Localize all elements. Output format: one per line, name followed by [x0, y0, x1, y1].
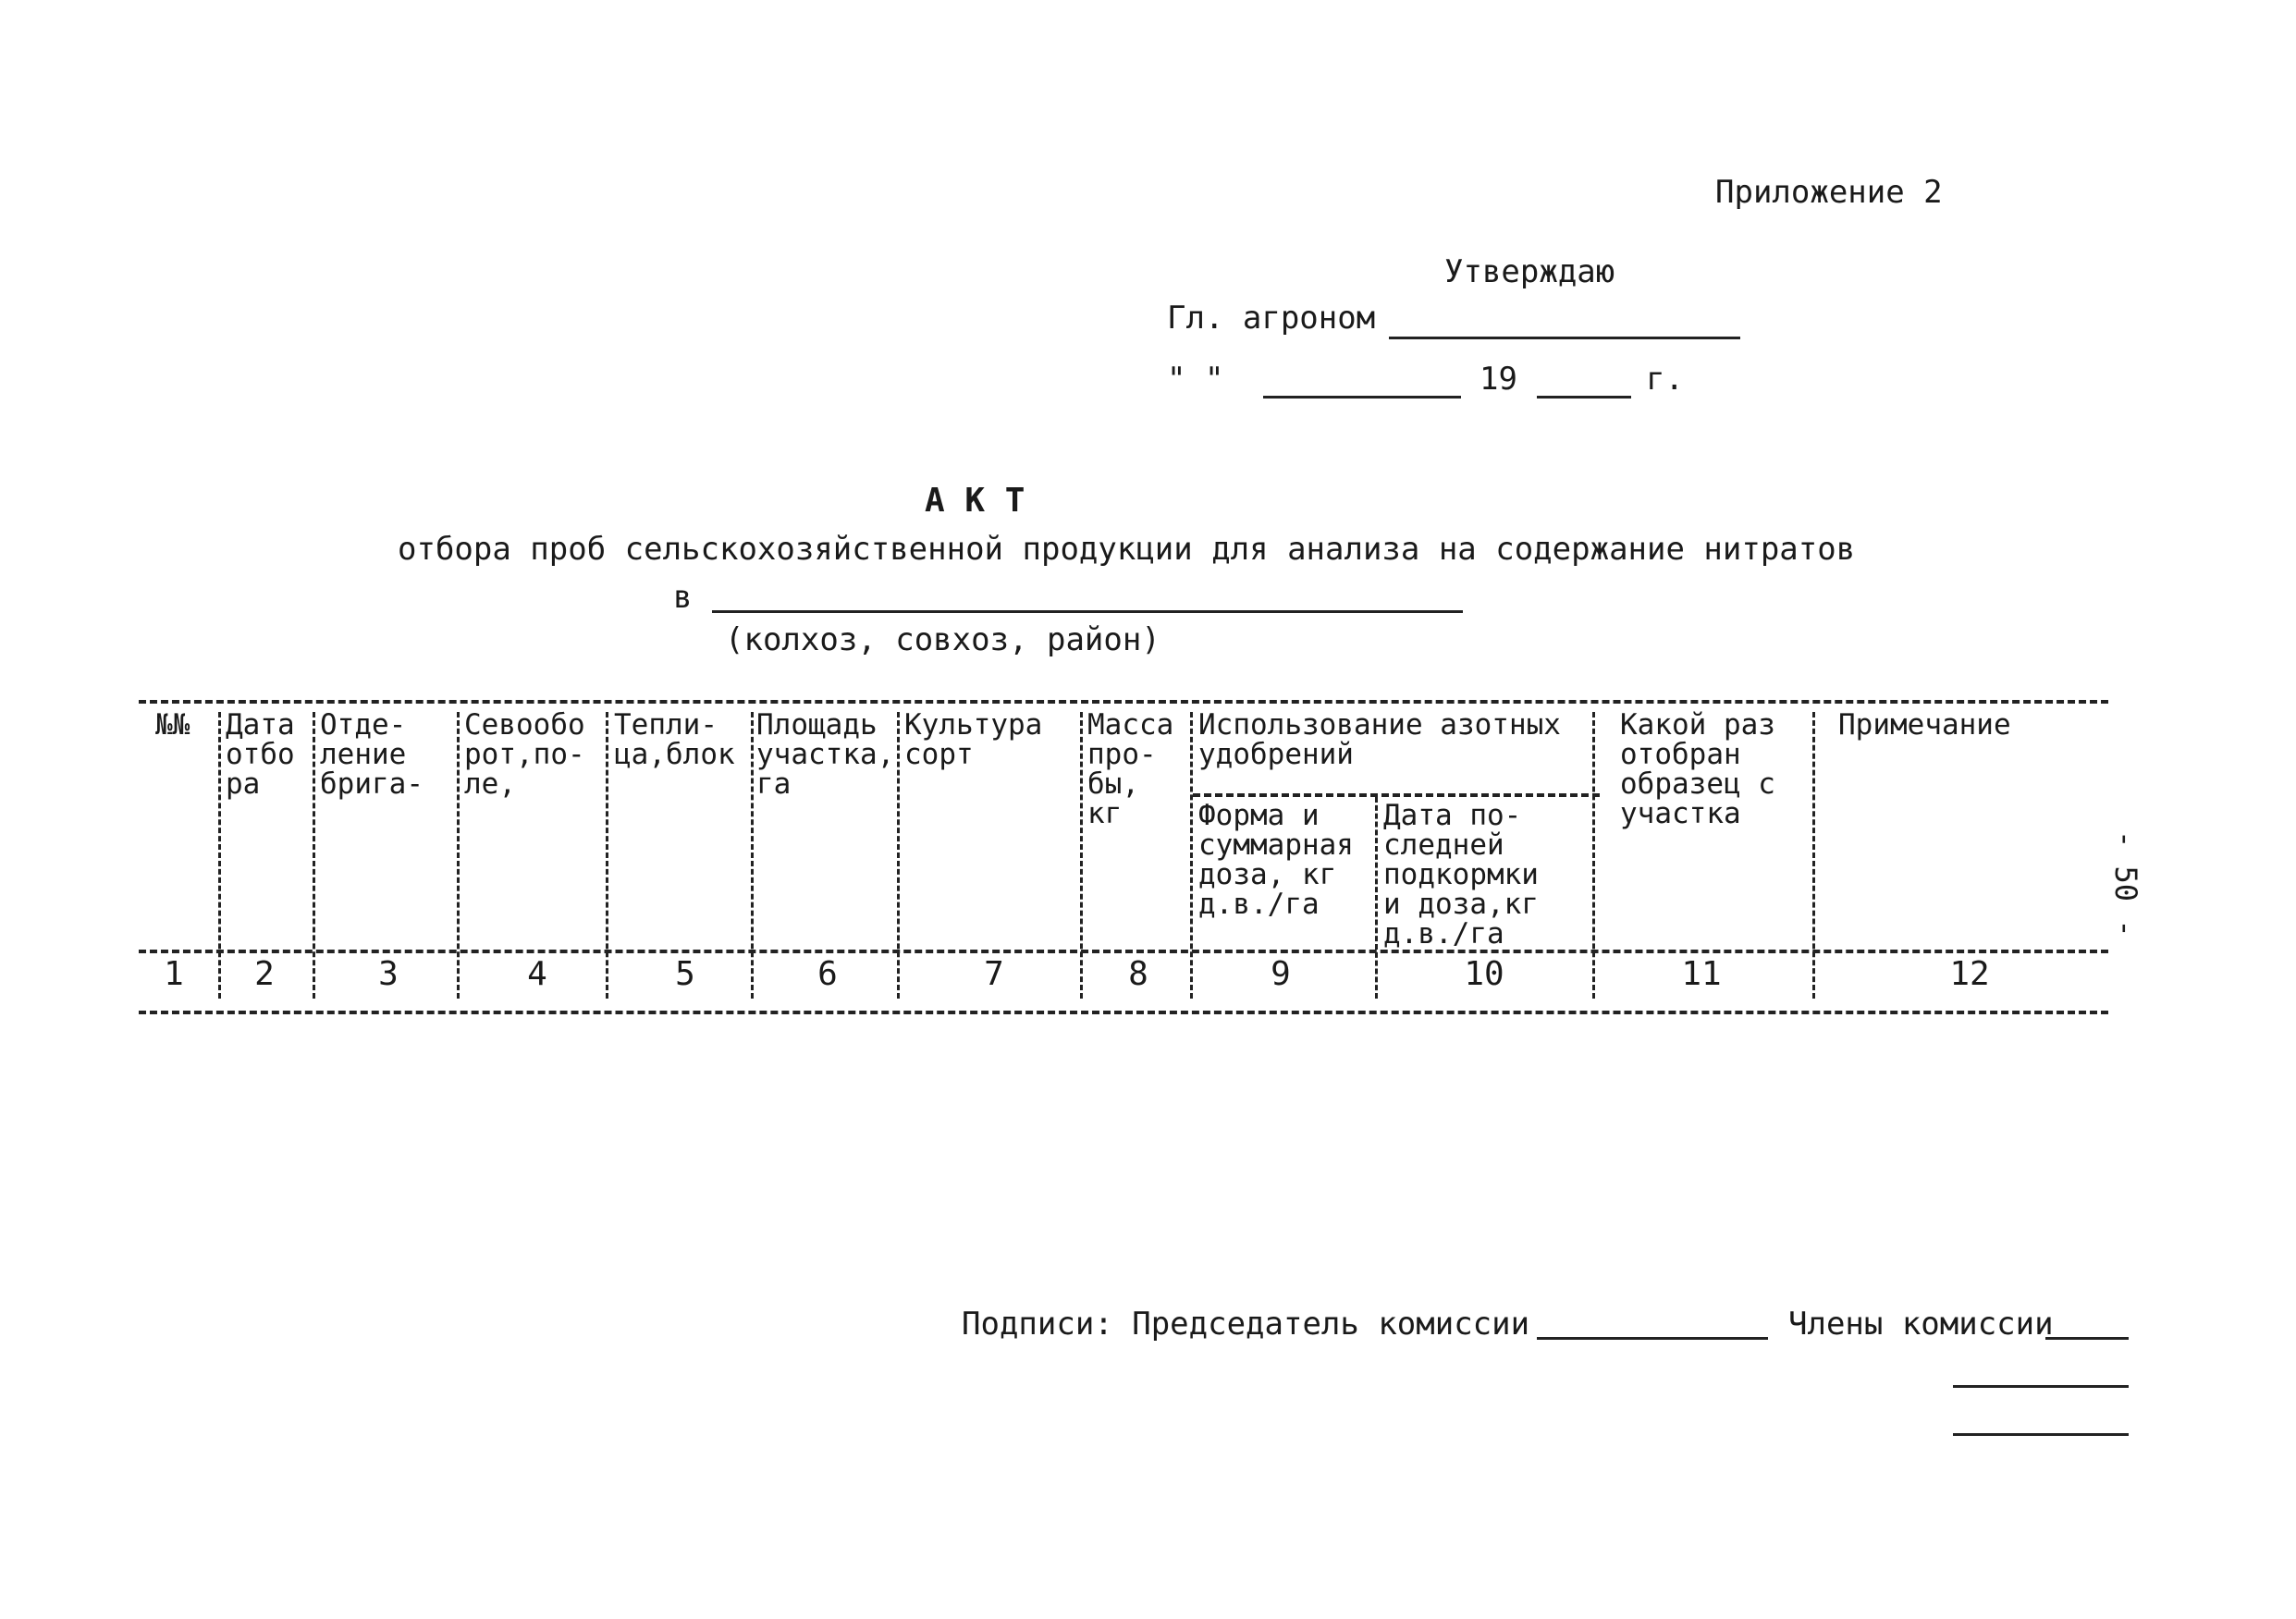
col-separator — [313, 712, 315, 999]
table-bottom-border — [139, 1011, 2108, 1014]
appendix-label: Приложение 2 — [1715, 174, 1943, 211]
col-separator — [1592, 712, 1595, 999]
year-line[interactable] — [1537, 396, 1631, 399]
col-number: 7 — [984, 955, 1004, 993]
col-head-area: Площадь участка, га — [756, 708, 895, 801]
year-prefix: 19 — [1480, 361, 1517, 398]
col-head-last-feeding: Дата по- следней подкормки и доза,кг д.в./га — [1383, 799, 1539, 951]
farm-name-line[interactable] — [712, 610, 1463, 613]
col-number: 10 — [1464, 955, 1504, 993]
col-head-date: Дата отбо ра — [226, 708, 295, 801]
col-head-form-dose: Форма и суммарная доза, кг д.в./га — [1198, 799, 1354, 921]
member-signature-line-1[interactable] — [2045, 1337, 2129, 1340]
col-separator — [751, 712, 754, 999]
col-head-number: №№ — [155, 708, 190, 742]
agronomist-label: Гл. агроном — [1167, 300, 1376, 337]
col-separator — [1375, 797, 1378, 999]
col-separator — [606, 712, 608, 999]
document-subtitle: отбора проб сельскохозяйственной продукции для анализа на содержание нитратов — [398, 531, 1856, 568]
member-signature-line-2[interactable] — [1953, 1385, 2129, 1388]
col-head-remarks: Примечание — [1838, 708, 2011, 742]
col-number: 3 — [378, 955, 399, 993]
col-head-rotation: Севообо рот,по- ле, — [464, 708, 585, 801]
col-number: 2 — [254, 955, 275, 993]
group-subheader-border — [1193, 793, 1600, 797]
col-head-division: Отде- ление брига- — [320, 708, 424, 801]
date-day-month-line[interactable] — [1263, 396, 1461, 399]
chairman-signature-line[interactable] — [1537, 1337, 1768, 1340]
farm-caption: (колхоз, совхоз, район) — [725, 621, 1160, 658]
col-separator — [1190, 712, 1193, 999]
col-number: 5 — [675, 955, 695, 993]
signatures-label: Подписи: Председатель комиссии — [962, 1306, 1530, 1343]
table-top-border — [139, 700, 2108, 704]
in-prefix: в — [673, 579, 693, 616]
members-label: Члены комиссии — [1788, 1306, 2054, 1343]
page-number: - 50 - — [2108, 830, 2143, 938]
col-head-mass: Масса про- бы, кг — [1087, 708, 1174, 830]
col-head-sample-count: Какой раз отобран образец с участка — [1620, 708, 1775, 830]
col-number: 12 — [1949, 955, 1990, 993]
col-separator — [1080, 712, 1083, 999]
col-separator — [897, 712, 900, 999]
col-separator — [457, 712, 460, 999]
col-separator — [218, 712, 221, 999]
agronomist-signature-line[interactable] — [1389, 337, 1740, 339]
approve-label: Утверждаю — [1444, 253, 1615, 290]
col-number: 6 — [817, 955, 838, 993]
col-separator — [1812, 712, 1815, 999]
col-head-greenhouse: Тепли- ца,блок — [614, 708, 735, 771]
col-head-crop: Культура сорт — [904, 708, 1043, 771]
col-number: 9 — [1271, 955, 1291, 993]
member-signature-line-3[interactable] — [1953, 1433, 2129, 1436]
year-suffix: г. — [1646, 361, 1684, 398]
document-title: А К Т — [925, 482, 1025, 520]
col-number: 4 — [527, 955, 547, 993]
col-head-fertilizer-group: Использование азотных удобрений — [1198, 708, 1561, 771]
col-number: 1 — [164, 955, 184, 993]
col-number: 11 — [1681, 955, 1722, 993]
date-quote-marks: " " — [1167, 361, 1224, 398]
col-number: 8 — [1128, 955, 1148, 993]
